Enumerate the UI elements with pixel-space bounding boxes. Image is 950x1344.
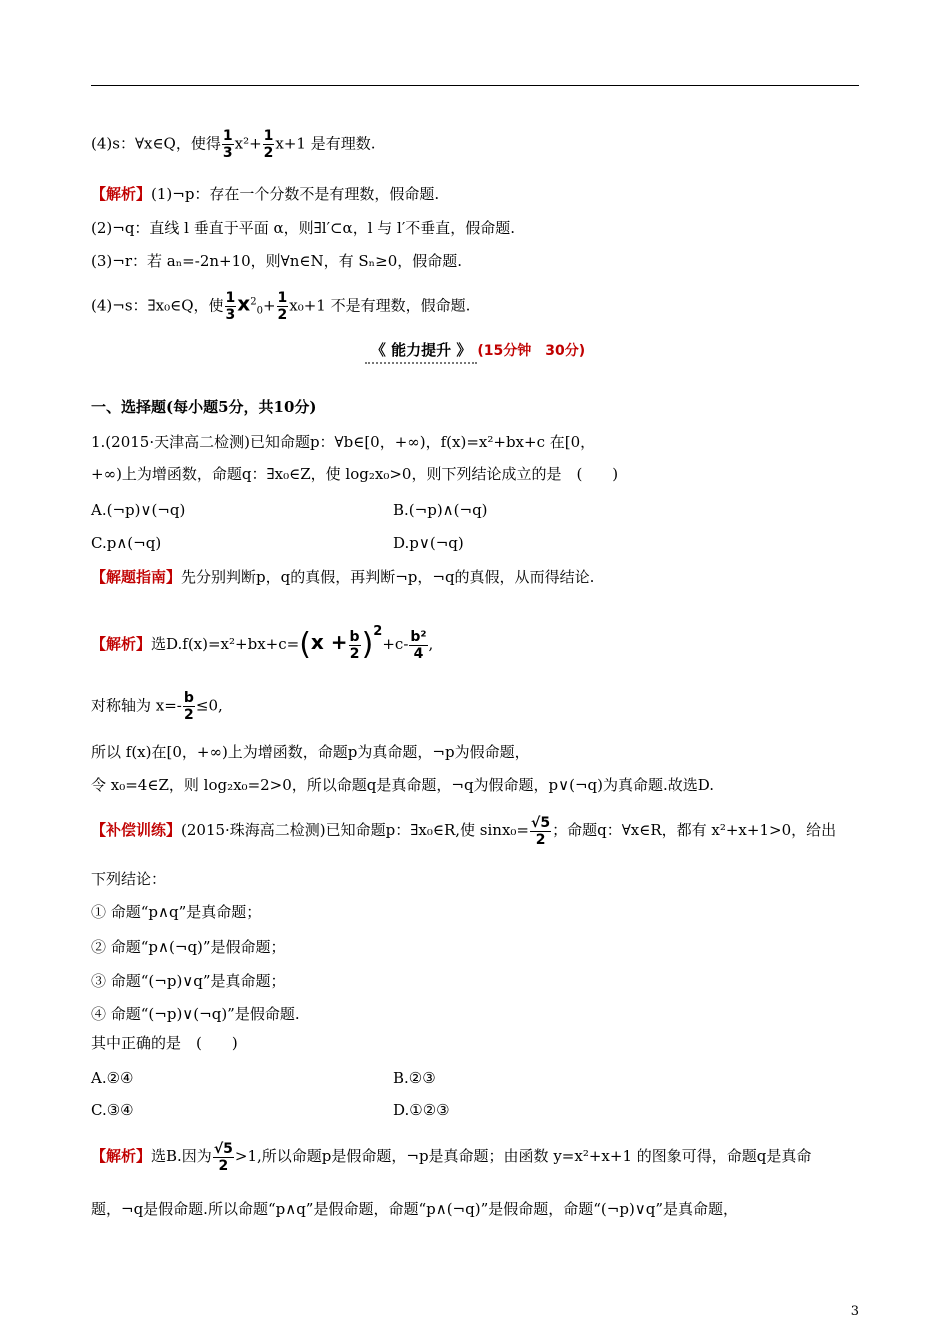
analysis-text: (1)¬p：存在一个分数不是有理数，假命题. xyxy=(151,185,440,203)
part-title: 一、选择题(每小题5分，共10分) xyxy=(91,398,317,416)
analysis-tag: 【解析】 xyxy=(91,1147,152,1165)
option-B: B.②③ xyxy=(393,1069,436,1087)
analysis-tag: 【解析】 xyxy=(91,185,152,203)
s4-middle: x²+ xyxy=(234,134,262,153)
solution-guide xyxy=(91,567,594,587)
conclusion-4: ④ 命题“(¬p)∨(¬q)”是假命题. xyxy=(91,1005,300,1023)
option-C: C.③④ xyxy=(91,1101,134,1119)
compensation-tag: 【补偿训练】 xyxy=(91,821,182,839)
option-C: C.p∧(¬q) xyxy=(91,534,162,552)
fraction: $\frac{√5}{2}$ xyxy=(213,1140,233,1174)
analysis-2-axis: 对称轴为 x=- $\frac{b}{2}$ ≤0, xyxy=(91,690,223,723)
conclusion-3: ③ 命题“(¬p)∨q”是真命题； xyxy=(91,972,286,990)
section-time: (15分钟 30分) xyxy=(477,343,586,359)
page-number: 3 xyxy=(850,1304,859,1319)
analysis-1-line-4: (4)¬s：∃x₀∈Q，使 $\frac{1}{3}$ $x^2_0+$ $\frac{1}{2}$ x₀+1 不是有理数，假命题. xyxy=(91,290,471,323)
compensation-training: 【补偿训练】(2015·珠海高二检测)已知命题p：∃x₀∈R,使 sinx₀= $\frac{√5}{2}$ ；命题q：∀x∈R，都有 x²+x+1>0，给出 xyxy=(91,814,837,848)
s4-suffix: x+1 是有理数. xyxy=(275,134,376,153)
variable-x: x xyxy=(237,291,251,316)
option-D: D.①②③ xyxy=(393,1101,450,1119)
header-rule xyxy=(91,85,859,86)
fraction: $\frac{1}{3}$ xyxy=(225,290,236,323)
question-1-line-1: 1.(2015·天津高二检测)已知命题p：∀b∈[0，+∞)，f(x)=x²+bx+c 在[0， xyxy=(91,433,596,451)
option-A: A.②④ xyxy=(91,1069,134,1087)
guide-text: 先分别判断p，q的真假，再判断¬p，¬q的真假，从而得结论. xyxy=(181,568,595,586)
analysis-3-line-2: 题，¬q是假命题.所以命题“p∧q”是假命题，命题“p∧(¬q)”是假命题，命题“(¬p)∨q”是真命题， xyxy=(91,1200,739,1218)
option-A: A.(¬p)∨(¬q) xyxy=(91,501,186,519)
analysis-1-line-1 xyxy=(91,184,439,204)
conclusion-1: ① 命题“p∧q”是真命题； xyxy=(91,903,262,921)
fraction: $\frac{b}{2}$ xyxy=(183,690,194,723)
guide-tag: 【解题指南】 xyxy=(91,568,182,586)
compensation-line-2: 下列结论： xyxy=(91,870,167,888)
fraction: $\frac{b}{2}$ xyxy=(349,628,360,662)
analysis-tag: 【解析】 xyxy=(91,635,152,653)
analysis-2-line-4: 令 x₀=4∈Z，则 log₂x₀=2>0，所以命题q是真命题，¬q为假命题，p∨(¬q)为真命题.故选D. xyxy=(91,776,715,794)
section-header xyxy=(0,339,950,364)
fraction: $\frac{1}{3}$ xyxy=(222,128,233,161)
option-B: B.(¬p)∧(¬q) xyxy=(393,501,488,519)
analysis-3-line-1: 【解析】选B.因为 $\frac{√5}{2}$ >1,所以命题p是假命题，¬p是真命题；由函数 y=x²+x+1 的图象可得，命题q是真命 xyxy=(91,1140,812,1174)
fraction: $\frac{1}{2}$ xyxy=(277,290,288,323)
analysis-1-line-2: (2)¬q：直线 l 垂直于平面 α，则∃l′⊂α，l 与 l′不垂直，假命题. xyxy=(91,219,515,237)
analysis-2-line-1: 【解析】选D.f(x)=x²+bx+c=(x + $\frac{b}{2}$ )2+c- $\frac{\text{b²}}{4}$ , xyxy=(91,624,434,662)
analysis-1-line-3: (3)¬r：若 aₙ=-2n+10，则∀n∈N，有 Sₙ≥0，假命题. xyxy=(91,252,463,270)
conclusion-2: ② 命题“p∧(¬q)”是假命题； xyxy=(91,938,286,956)
section-title: 《 能力提升 》 xyxy=(365,339,477,364)
question-prompt: 其中正确的是 ( ) xyxy=(91,1034,238,1052)
question-1-line-2: +∞)上为增函数，命题q：∃x₀∈Z，使 log₂x₀>0，则下列结论成立的是 ( ) xyxy=(91,465,619,483)
statement-s4 xyxy=(91,128,376,161)
fraction: $\frac{1}{2}$ xyxy=(263,128,274,161)
option-D: D.p∨(¬q) xyxy=(393,534,464,552)
analysis-2-line-3: 所以 f(x)在[0，+∞)上为增函数，命题p为真命题，¬p为假命题， xyxy=(91,743,530,761)
fraction: $\frac{√5}{2}$ xyxy=(531,814,551,848)
fraction: $\frac{\text{b²}}{4}$ xyxy=(410,628,427,662)
s4-prefix: (4)s：∀x∈Q，使得 xyxy=(91,134,221,153)
